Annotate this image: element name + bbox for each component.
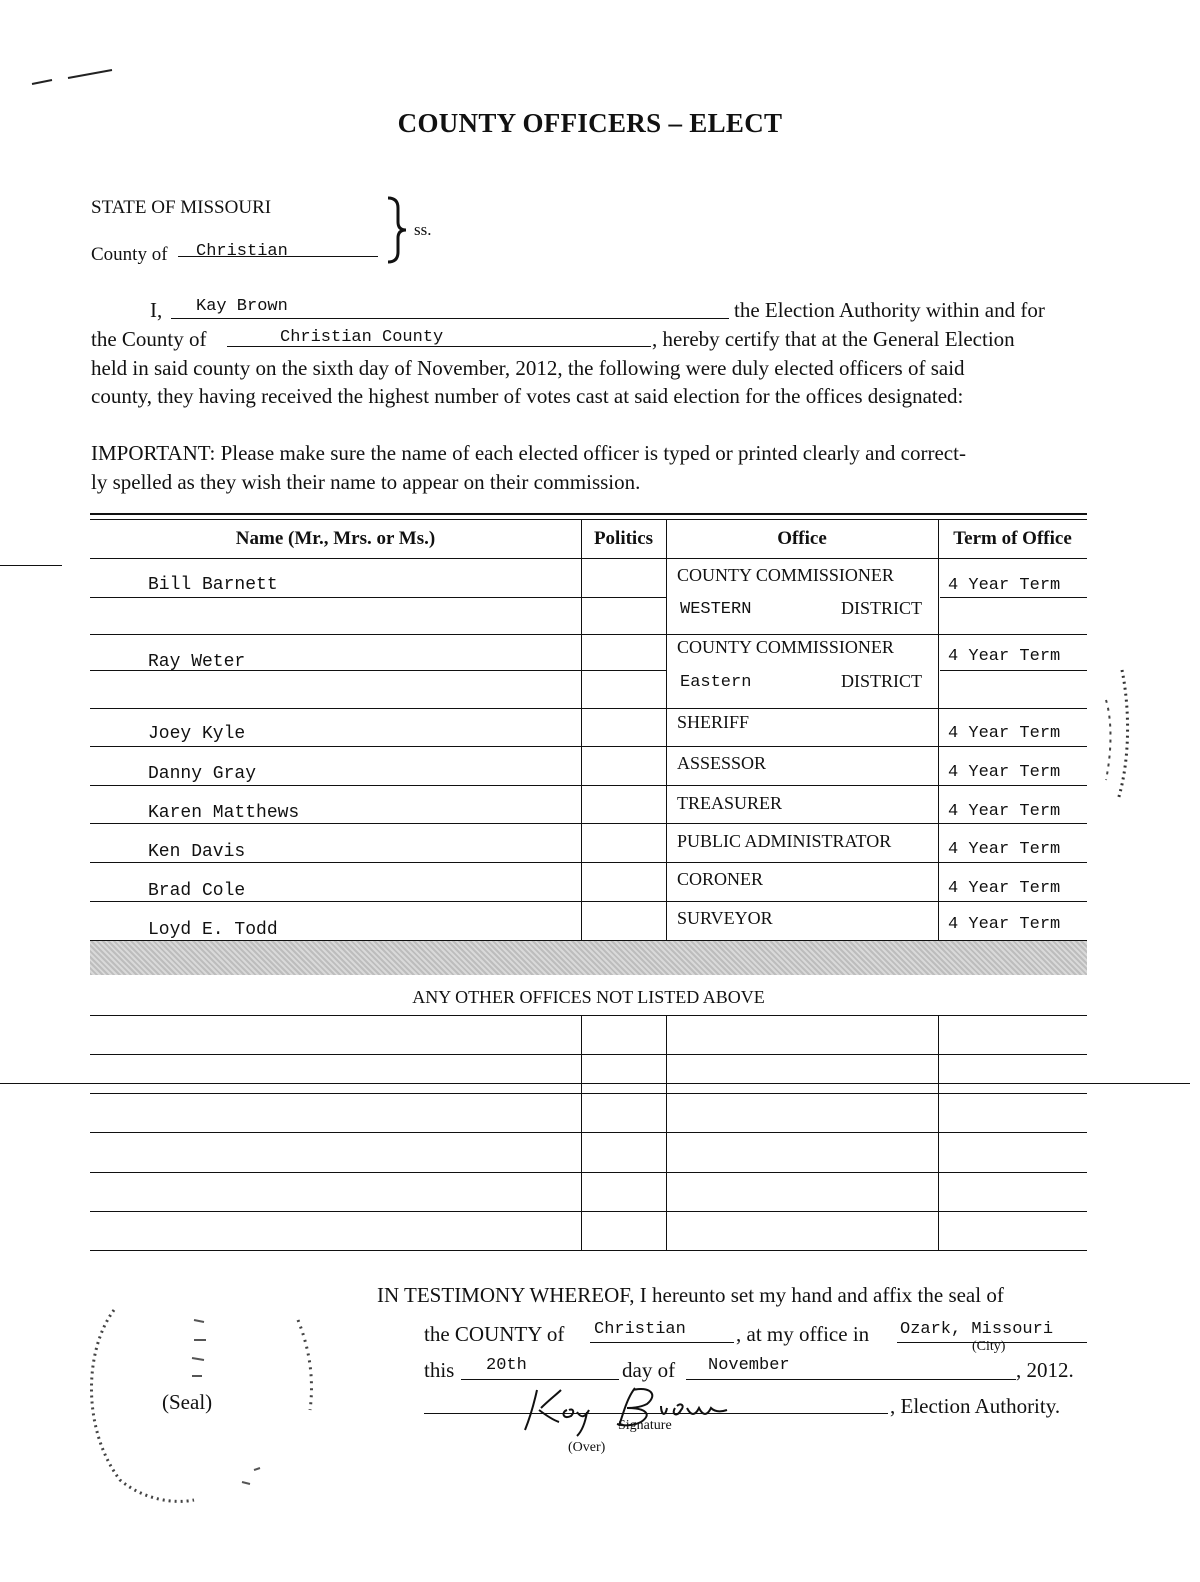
row-name-1: Bill Barnett — [148, 575, 278, 595]
county-value: Christian — [196, 242, 288, 261]
seal-label: (Seal) — [162, 1390, 213, 1414]
city-label: (City) — [972, 1339, 1006, 1354]
testimony-year: , 2012. — [1016, 1358, 1074, 1382]
row-term-1: 4 Year Term — [948, 576, 1061, 595]
testimony-city: Ozark, Missouri — [900, 1320, 1054, 1339]
important-line1: IMPORTANT: Please make sure the name of each elected officer is typed or printed clearly and correct- — [91, 441, 966, 465]
row-term-5: 4 Year Term — [948, 802, 1061, 821]
testimony-line2-prefix: the COUNTY of — [424, 1322, 565, 1346]
brace-icon — [382, 196, 412, 264]
row-district-label-2: DISTRICT — [841, 671, 922, 691]
row-term-3: 4 Year Term — [948, 724, 1061, 743]
header-term: Term of Office — [953, 528, 1072, 549]
seal-edge-marks-icon — [1092, 660, 1132, 810]
cert-line2-prefix: the County of — [91, 327, 207, 351]
cert-line4: county, they having received the highest number of votes cast at said election for the offices designated: — [91, 384, 964, 408]
row-name-5: Karen Matthews — [148, 803, 300, 823]
row-term-2: 4 Year Term — [948, 647, 1061, 666]
row-office-1: COUNTY COMMISSIONER — [677, 565, 894, 585]
row-name-3: Joey Kyle — [148, 724, 246, 744]
row-name-7: Brad Cole — [148, 881, 246, 901]
authority-name-underline — [171, 318, 729, 319]
margin-mark — [0, 565, 62, 566]
testimony-line1: IN TESTIMONY WHEREOF, I hereunto set my hand and affix the seal of — [377, 1283, 1004, 1307]
cert-prefix: I, — [150, 298, 163, 322]
over-label: (Over) — [568, 1440, 606, 1455]
row-office-3: SHERIFF — [677, 712, 750, 732]
ss-label: ss. — [414, 220, 432, 239]
county-full: Christian County — [280, 328, 444, 347]
shaded-row — [90, 941, 1087, 975]
testimony-day: 20th — [486, 1356, 527, 1375]
authority-name: Kay Brown — [196, 297, 288, 316]
row-office-4: ASSESSOR — [677, 753, 767, 773]
testimony-line3-mid: day of — [622, 1358, 676, 1382]
row-office-7: CORONER — [677, 869, 764, 889]
row-name-2: Ray Weter — [148, 652, 246, 672]
row-term-4: 4 Year Term — [948, 763, 1061, 782]
row-term-7: 4 Year Term — [948, 879, 1061, 898]
row-term-6: 4 Year Term — [948, 840, 1061, 859]
row-district-name-2: Eastern — [680, 673, 752, 692]
row-name-6: Ken Davis — [148, 842, 246, 862]
testimony-line3-prefix: this — [424, 1358, 455, 1382]
cert-line2-suffix: , hereby certify that at the General Election — [652, 327, 1015, 351]
row-office-6: PUBLIC ADMINISTRATOR — [677, 831, 892, 851]
stray-mark-icon — [28, 66, 118, 90]
row-name-8: Loyd E. Todd — [148, 920, 278, 940]
state-label: STATE OF MISSOURI — [91, 197, 272, 218]
county-label: County of — [91, 244, 168, 265]
testimony-line2-mid: , at my office in — [736, 1322, 870, 1346]
important-line2: ly spelled as they wish their name to appear on their commission. — [91, 470, 641, 494]
row-office-8: SURVEYOR — [677, 908, 773, 928]
row-office-5: TREASURER — [677, 793, 783, 813]
testimony-month: November — [708, 1356, 790, 1375]
signature-label: Signature — [618, 1418, 672, 1433]
header-office: Office — [777, 528, 827, 549]
row-district-name-1: WESTERN — [680, 600, 752, 619]
row-office-2: COUNTY COMMISSIONER — [677, 637, 894, 657]
header-name: Name (Mr., Mrs. or Ms.) — [235, 528, 436, 549]
seal-impression-icon — [74, 1300, 334, 1510]
authority-label: , Election Authority. — [890, 1394, 1061, 1418]
page-title: COUNTY OFFICERS – ELECT — [397, 108, 783, 138]
cert-line3: held in said county on the sixth day of November, 2012, the following were duly elected officers of said — [91, 356, 965, 380]
cert-line1-suffix: the Election Authority within and for — [734, 298, 1045, 322]
testimony-county: Christian — [594, 1320, 686, 1339]
row-term-8: 4 Year Term — [948, 915, 1061, 934]
row-name-4: Danny Gray — [148, 764, 257, 784]
row-district-label-1: DISTRICT — [841, 598, 922, 618]
testimony-county-underline — [590, 1342, 734, 1343]
other-offices-label: ANY OTHER OFFICES NOT LISTED ABOVE — [412, 987, 765, 1007]
header-politics: Politics — [593, 528, 654, 549]
